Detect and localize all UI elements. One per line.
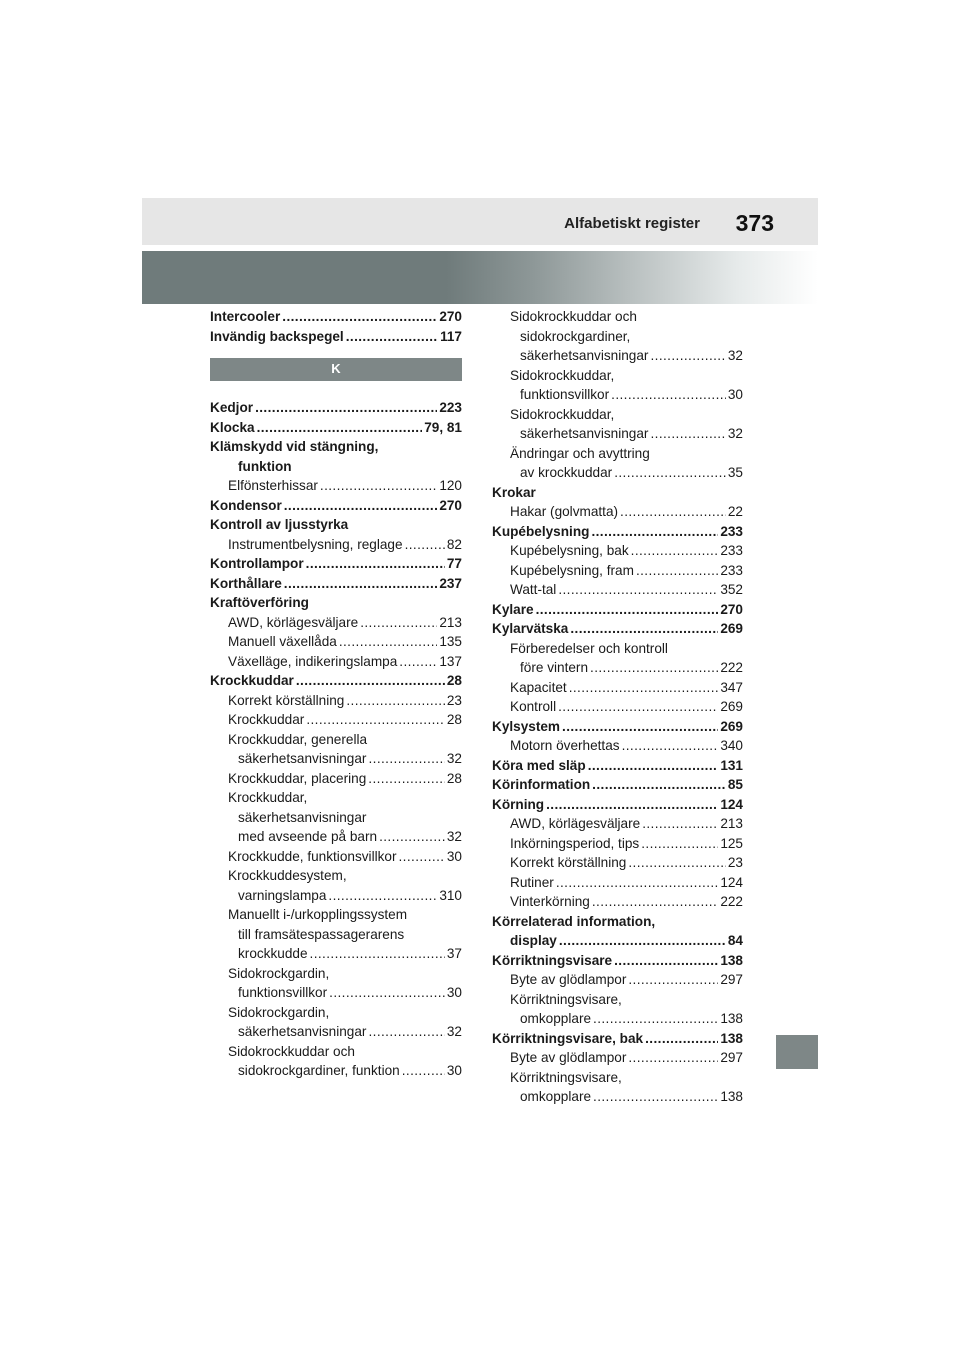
entry-text: Invändig backspegel — [210, 328, 344, 344]
dot-leader — [320, 476, 437, 496]
entry-text: omkopplare — [520, 1011, 592, 1026]
entry-page-ref[interactable]: 30 — [446, 848, 462, 864]
entry-text: Kontroll — [510, 699, 557, 714]
dot-leader — [328, 886, 437, 906]
dot-leader — [628, 853, 726, 873]
entry-page-ref[interactable]: 82 — [446, 536, 462, 552]
dot-leader — [546, 795, 718, 815]
entry-text: Rutiner — [510, 874, 554, 890]
dot-leader — [593, 1087, 718, 1107]
dot-leader — [368, 1022, 444, 1042]
entry-text: Kylarvätska — [492, 621, 569, 636]
dot-leader — [622, 736, 719, 756]
entry-text: Sidokrockgardin, — [228, 1004, 330, 1020]
entry-text: Korthållare — [210, 575, 282, 591]
entry-text: Krockkuddar, generella — [228, 731, 368, 747]
index-entry — [210, 691, 462, 711]
dot-leader — [641, 834, 718, 854]
entry-text: Hakar (golvmatta) — [510, 504, 619, 519]
index-entry — [492, 853, 743, 873]
index-entry — [210, 964, 462, 984]
entry-page-ref[interactable]: 297 — [720, 972, 743, 987]
index-entry — [492, 483, 743, 503]
entry-page-ref[interactable]: 352 — [720, 582, 743, 597]
entry-text: Korrekt körställning — [510, 855, 627, 870]
entry-page-ref[interactable]: 32 — [727, 348, 743, 363]
entry-text: display — [510, 933, 557, 948]
index-entry — [210, 632, 462, 652]
entry-text: Körinformation — [492, 777, 591, 792]
entry-text: Korrekt körställning — [228, 692, 345, 708]
index-entry — [210, 398, 462, 418]
index-entry — [210, 457, 462, 477]
index-entry — [492, 444, 743, 464]
index-entry — [492, 561, 743, 581]
dot-leader — [306, 710, 445, 730]
index-entry — [210, 327, 462, 347]
dot-leader — [592, 892, 718, 912]
index-entry — [492, 990, 743, 1010]
dot-leader — [346, 327, 438, 347]
index-entry — [492, 1087, 743, 1107]
dot-leader — [282, 307, 437, 327]
entry-text: säkerhetsanvisningar — [238, 751, 367, 766]
entry-text: Manuellt i-/urkopplingssystem — [228, 907, 408, 922]
dot-leader — [306, 554, 445, 574]
index-entry — [210, 866, 462, 886]
entry-text: Kontroll av ljusstyrka — [210, 517, 349, 532]
index-entry — [210, 1022, 462, 1042]
entry-page-ref[interactable]: 233 — [720, 523, 743, 539]
entry-text: Sidokrockkuddar och — [510, 309, 637, 324]
dot-leader — [642, 814, 718, 834]
index-entry — [492, 424, 743, 444]
dot-leader — [558, 697, 718, 717]
dot-leader — [593, 1009, 718, 1029]
entry-text: Krockkuddesystem, — [228, 868, 347, 883]
dot-leader — [590, 658, 718, 678]
entry-page-ref[interactable]: 222 — [720, 660, 743, 675]
entry-page-ref[interactable]: 223 — [439, 400, 462, 415]
index-entry — [492, 619, 743, 639]
entry-page-ref[interactable]: 237 — [439, 575, 462, 591]
index-entry — [210, 535, 462, 555]
index-entry — [492, 1009, 743, 1029]
entry-text: Watt-tal — [510, 582, 557, 597]
entry-text: funktionsvillkor — [238, 985, 328, 1000]
dot-leader — [569, 678, 719, 698]
entry-page-ref[interactable]: 138 — [720, 1030, 743, 1046]
entry-text: Krockkuddar, placering — [228, 770, 367, 786]
entry-text: funktion — [238, 458, 292, 474]
dot-leader — [368, 749, 444, 769]
entry-text: Klocka — [210, 419, 255, 435]
index-entry — [210, 418, 462, 438]
index-entry — [210, 496, 462, 516]
entry-page-ref[interactable]: 85 — [727, 777, 743, 792]
entry-page-ref[interactable]: 37 — [446, 946, 462, 961]
entry-page-ref[interactable]: 23 — [727, 855, 743, 870]
index-entry — [210, 1061, 462, 1081]
entry-text: Körrelaterad information, — [492, 913, 656, 929]
index-entry — [210, 710, 462, 730]
index-entry — [210, 574, 462, 594]
dot-leader — [310, 944, 445, 964]
entry-text: omkopplare — [520, 1089, 592, 1104]
index-entry — [492, 873, 743, 893]
index-entry — [210, 905, 462, 925]
entry-text: Instrumentbelysning, reglage — [228, 536, 403, 552]
section-letter-header: K — [210, 358, 462, 381]
entry-text: Växelläge, indikeringslampa — [228, 653, 398, 669]
index-entry — [492, 580, 743, 600]
entry-page-ref[interactable]: 30 — [446, 1063, 462, 1078]
dot-leader — [650, 424, 725, 444]
index-column-right — [492, 307, 743, 1107]
index-entry — [492, 502, 743, 522]
entry-text: Kupébelysning, bak — [510, 543, 629, 558]
dot-leader — [255, 398, 437, 418]
entry-text: Kupébelysning — [492, 523, 590, 539]
dot-leader — [628, 970, 718, 990]
index-entry — [210, 730, 462, 750]
index-entry — [492, 678, 743, 698]
index-entry — [492, 834, 743, 854]
entry-page-ref[interactable]: 137 — [439, 653, 462, 669]
entry-text: AWD, körlägesväljare — [510, 816, 641, 831]
dot-leader — [329, 983, 445, 1003]
entry-page-ref[interactable]: 138 — [720, 952, 743, 968]
entry-page-ref[interactable]: 125 — [720, 835, 743, 851]
index-entry — [210, 593, 462, 613]
entry-page-ref[interactable]: 347 — [720, 679, 743, 695]
entry-text: sidokrockgardiner, — [520, 328, 631, 344]
index-entry — [210, 613, 462, 633]
dot-leader — [296, 671, 445, 691]
index-entry — [492, 405, 743, 425]
entry-text: Körriktningsvisare, — [510, 991, 622, 1007]
dot-leader — [360, 613, 437, 633]
index-entry — [492, 931, 743, 951]
entry-text: sidokrockgardiner, funktion — [238, 1063, 400, 1078]
dot-leader — [284, 574, 438, 594]
entry-text: säkerhetsanvisningar — [520, 348, 649, 363]
entry-page-ref[interactable]: 124 — [720, 796, 743, 812]
dot-leader — [591, 522, 718, 542]
entry-page-ref[interactable]: 124 — [720, 874, 743, 890]
dot-leader — [570, 619, 718, 639]
entry-page-ref[interactable]: 28 — [446, 712, 462, 727]
entry-page-ref[interactable]: 269 — [720, 621, 743, 636]
index-entry — [492, 639, 743, 659]
entry-text: AWD, körlägesväljare — [228, 614, 359, 630]
index-entry — [492, 951, 743, 971]
entry-text: Kylsystem — [492, 718, 561, 734]
entry-text: Klämskydd vid stängning, — [210, 439, 379, 454]
entry-page-ref[interactable]: 84 — [727, 933, 743, 948]
index-entry — [492, 736, 743, 756]
dot-leader — [631, 541, 719, 561]
index-entry — [210, 749, 462, 769]
entry-page-ref[interactable]: 310 — [439, 887, 462, 903]
index-entry — [210, 476, 462, 496]
index-entry — [210, 1042, 462, 1062]
entry-text: Inkörningsperiod, tips — [510, 835, 640, 851]
index-entry — [492, 775, 743, 795]
entry-text: Elfönsterhissar — [228, 478, 318, 493]
dot-leader — [588, 756, 719, 776]
index-entry — [210, 944, 462, 964]
entry-page-ref[interactable]: 32 — [446, 751, 462, 766]
index-entry — [492, 1068, 743, 1088]
entry-text: krockkudde — [238, 946, 308, 961]
entry-text: Vinterkörning — [510, 894, 590, 909]
entry-page-ref[interactable]: 30 — [727, 387, 743, 402]
index-entry — [492, 697, 743, 717]
entry-text: Manuell växellåda — [228, 634, 337, 649]
section-title: Alfabetiskt register — [564, 215, 700, 232]
dot-leader — [339, 632, 437, 652]
index-entry — [492, 600, 743, 620]
entry-text: Förberedelser och kontroll — [510, 640, 668, 656]
index-entry — [492, 970, 743, 990]
dot-leader — [402, 1061, 445, 1081]
entry-text: Körriktningsvisare, bak — [492, 1030, 644, 1046]
dot-leader — [346, 691, 445, 711]
entry-text: Byte av glödlampor — [510, 1050, 627, 1065]
entry-text: Kontrollampor — [210, 556, 304, 571]
entry-text: Krockkuddar — [228, 712, 305, 727]
entry-text: säkerhetsanvisningar — [238, 809, 367, 825]
entry-text: Sidokrockkuddar och — [228, 1043, 355, 1059]
entry-text: Sidokrockkuddar, — [510, 406, 615, 422]
entry-page-ref[interactable]: 213 — [439, 614, 462, 630]
dot-leader — [399, 847, 445, 867]
entry-page-ref[interactable]: 138 — [720, 1089, 743, 1104]
index-entry — [492, 658, 743, 678]
index-entry — [492, 892, 743, 912]
entry-text: Ändringar och avyttring — [510, 445, 650, 461]
index-entry — [492, 717, 743, 737]
dot-leader — [611, 385, 726, 405]
index-entry — [492, 795, 743, 815]
dot-leader — [399, 652, 437, 672]
index-entry — [492, 307, 743, 327]
entry-text: Kraftöverföring — [210, 595, 309, 610]
entry-page-ref[interactable]: 135 — [439, 634, 462, 649]
entry-text: Sidokrockkuddar, — [510, 367, 615, 383]
index-entry — [210, 1003, 462, 1023]
entry-page-ref[interactable]: 32 — [727, 426, 743, 441]
index-entry — [210, 554, 462, 574]
entry-text: funktionsvillkor — [520, 387, 610, 402]
index-entry — [492, 912, 743, 932]
dot-leader — [650, 346, 725, 366]
entry-text: Körriktningsvisare — [492, 952, 613, 968]
index-entry — [492, 814, 743, 834]
index-entry — [492, 463, 743, 483]
dot-leader — [284, 496, 438, 516]
entry-text: varningslampa — [238, 887, 327, 903]
index-entry — [210, 515, 462, 535]
entry-text: Körriktningsvisare, — [510, 1069, 622, 1085]
entry-page-ref[interactable]: 120 — [439, 478, 462, 493]
entry-page-ref[interactable]: 35 — [727, 465, 743, 480]
index-entry — [210, 788, 462, 808]
entry-page-ref[interactable]: 32 — [446, 1024, 462, 1039]
entry-page-ref[interactable]: 79, 81 — [424, 419, 462, 435]
entry-text: Sidokrockgardin, — [228, 965, 330, 981]
index-entry — [210, 925, 462, 945]
dot-leader — [368, 769, 445, 789]
entry-page-ref[interactable]: 340 — [720, 738, 743, 753]
dot-leader — [558, 580, 718, 600]
chapter-tab — [776, 1035, 818, 1069]
index-entry — [492, 541, 743, 561]
index-entry — [210, 769, 462, 789]
index-entry — [492, 756, 743, 776]
entry-text: säkerhetsanvisningar — [520, 426, 649, 441]
dot-leader — [257, 418, 423, 438]
index-entry — [492, 327, 743, 347]
index-entry — [492, 1029, 743, 1049]
dot-leader — [562, 717, 718, 737]
dot-leader — [559, 931, 726, 951]
dot-leader — [405, 535, 445, 555]
entry-page-ref[interactable]: 297 — [720, 1050, 743, 1065]
entry-text: av krockkuddar — [520, 465, 613, 480]
entry-page-ref[interactable]: 131 — [720, 757, 743, 773]
dot-leader — [636, 561, 718, 581]
entry-page-ref[interactable]: 270 — [439, 309, 462, 324]
entry-page-ref[interactable]: 77 — [446, 556, 462, 571]
dot-leader — [556, 873, 718, 893]
dot-leader — [620, 502, 726, 522]
entry-text: Krockkuddar, — [228, 790, 308, 805]
entry-text: Motorn överhettas — [510, 738, 620, 753]
index-entry — [210, 827, 462, 847]
index-entry — [492, 366, 743, 386]
dot-leader — [645, 1029, 718, 1049]
entry-text: Körning — [492, 796, 545, 812]
entry-text: Byte av glödlampor — [510, 972, 627, 987]
entry-text: Köra med släp — [492, 757, 586, 773]
entry-text: med avseende på barn — [238, 829, 378, 844]
dot-leader — [614, 463, 726, 483]
entry-text: Kupébelysning, fram — [510, 562, 634, 578]
entry-text: Kapacitet — [510, 679, 567, 695]
entry-page-ref[interactable]: 233 — [720, 562, 743, 578]
index-entry — [210, 808, 462, 828]
index-entry — [210, 886, 462, 906]
entry-text: Kedjor — [210, 400, 254, 415]
index-entry — [492, 522, 743, 542]
index-entry — [210, 307, 462, 327]
index-entry — [492, 346, 743, 366]
entry-text: till framsätespassagerarens — [238, 926, 405, 942]
entry-page-ref[interactable]: 270 — [439, 497, 462, 513]
dot-leader — [592, 775, 726, 795]
entry-page-ref[interactable]: 222 — [720, 894, 743, 909]
dot-leader — [614, 951, 718, 971]
entry-page-ref[interactable]: 233 — [720, 543, 743, 558]
page-number: 373 — [735, 210, 774, 236]
entry-page-ref[interactable]: 117 — [440, 328, 462, 344]
entry-page-ref[interactable]: 32 — [446, 829, 462, 844]
entry-text: Krockkudde, funktionsvillkor — [228, 848, 397, 864]
entry-text: Krockkuddar — [210, 673, 294, 688]
index-entry — [492, 1048, 743, 1068]
index-entry — [210, 671, 462, 691]
entry-text: Kondensor — [210, 497, 282, 513]
dot-leader — [379, 827, 445, 847]
entry-page-ref[interactable]: 270 — [720, 601, 743, 617]
entry-page-ref[interactable]: 138 — [720, 1011, 743, 1026]
page-header — [142, 198, 818, 245]
entry-page-ref[interactable]: 22 — [727, 504, 743, 519]
index-entry — [210, 847, 462, 867]
index-entry — [210, 652, 462, 672]
entry-text: före vintern — [520, 660, 589, 675]
entry-page-ref[interactable]: 269 — [720, 718, 743, 734]
entry-page-ref[interactable]: 28 — [446, 673, 462, 688]
dot-leader — [536, 600, 719, 620]
entry-text: Intercooler — [210, 309, 281, 324]
entry-text: Kylare — [492, 601, 534, 617]
index-entry — [210, 437, 462, 457]
index-entry — [492, 385, 743, 405]
index-column-left — [210, 307, 462, 1081]
dot-leader — [628, 1048, 718, 1068]
entry-page-ref[interactable]: 30 — [446, 985, 462, 1000]
entry-page-ref[interactable]: 269 — [720, 699, 743, 714]
entry-page-ref[interactable]: 28 — [446, 770, 462, 786]
index-entry — [210, 983, 462, 1003]
entry-page-ref[interactable]: 23 — [446, 692, 462, 708]
entry-text: Krokar — [492, 484, 536, 500]
entry-text: säkerhetsanvisningar — [238, 1024, 367, 1039]
entry-page-ref[interactable]: 213 — [720, 816, 743, 831]
decorative-band — [142, 251, 818, 304]
